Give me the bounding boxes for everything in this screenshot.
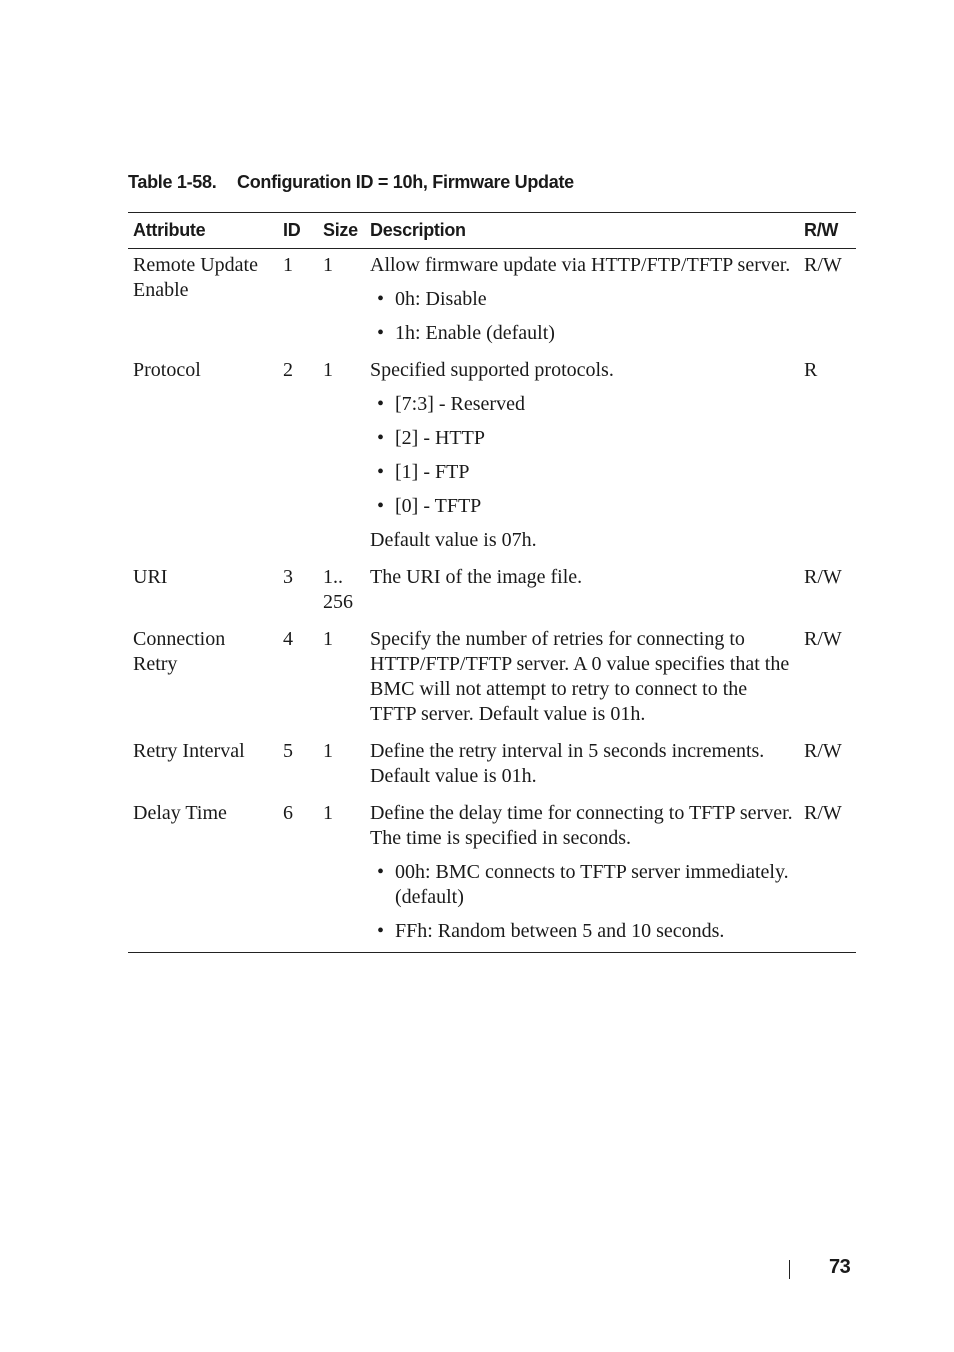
table-row (128, 249, 856, 356)
description-bullet-list (370, 860, 797, 944)
cell-description (365, 562, 799, 624)
cell-id: 3 (283, 566, 293, 588)
bullet-icon: • (377, 461, 385, 483)
cell-id: 4 (283, 628, 293, 650)
bullet-text: [7:3] - Reserved (395, 393, 525, 415)
cell-attribute: URI (133, 566, 168, 588)
description-text: Specified supported protocols. (370, 359, 614, 381)
cell-size: 1 (323, 740, 333, 762)
table-caption-label: Table 1-58. (128, 172, 217, 192)
cell-size: 1 (318, 798, 365, 953)
table-body (128, 249, 856, 953)
description-text: Define the delay time for connecting to TFTP server. The time is specified in seconds. (370, 802, 793, 849)
bullet-icon: • (377, 861, 385, 883)
table-row (128, 798, 856, 953)
description-text: Specify the number of retries for connecting to HTTP/FTP/TFTP server. A 0 value specifies that the BMC will not attempt to retry to connect to the TFTP server. Default value is 01h. (370, 628, 790, 725)
cell-attribute: Connection Retry (133, 628, 226, 675)
cell-rw: R/W (804, 628, 842, 650)
cell-attribute: Protocol (133, 359, 201, 381)
description-trailing-text: Default value is 07h. (370, 529, 537, 551)
bullet-text: FFh: Random between 5 and 10 seconds. (395, 920, 725, 942)
cell-rw: R/W (799, 798, 856, 953)
footer-divider (789, 1260, 790, 1279)
description-text: Define the retry interval in 5 seconds increments. Default value is 01h. (370, 740, 765, 787)
header-description: Description (365, 213, 799, 249)
cell-description (365, 624, 799, 736)
header-id: ID (278, 213, 318, 249)
description-bullet (370, 392, 797, 417)
cell-id: 2 (283, 359, 293, 381)
bullet-icon: • (377, 288, 385, 310)
bullet-icon: • (377, 920, 385, 942)
bullet-icon: • (377, 427, 385, 449)
bullet-text: 00h: BMC connects to TFTP server immediately. (default) (395, 861, 789, 908)
description-bullet (370, 494, 797, 519)
table-caption-title: Configuration ID = 10h, Firmware Update (237, 172, 574, 192)
cell-attribute: Remote Update Enable (133, 254, 258, 301)
header-rw: R/W (799, 213, 856, 249)
cell-size: 1.. 256 (323, 566, 353, 613)
description-text: Allow firmware update via HTTP/FTP/TFTP server. (370, 254, 791, 276)
description-bullet (370, 321, 797, 346)
header-size: Size (318, 213, 365, 249)
bullet-icon: • (377, 495, 385, 517)
bullet-text: 0h: Disable (395, 288, 487, 310)
firmware-update-table (128, 212, 856, 953)
bullet-text: [2] - HTTP (395, 427, 485, 449)
cell-rw: R (804, 359, 818, 381)
cell-description (365, 736, 799, 798)
cell-description (365, 798, 799, 953)
table-row (128, 736, 856, 798)
cell-id: 6 (278, 798, 318, 953)
cell-size: 1 (323, 359, 333, 381)
description-bullet (370, 426, 797, 451)
table-caption (128, 172, 574, 193)
bullet-text: [0] - TFTP (395, 495, 482, 517)
description-bullet (370, 460, 797, 485)
cell-rw: R/W (804, 740, 842, 762)
description-text: The URI of the image file. (370, 566, 583, 588)
description-bullet (370, 860, 797, 910)
cell-rw: R/W (804, 254, 842, 276)
bullet-text: [1] - FTP (395, 461, 470, 483)
cell-attribute: Delay Time (128, 798, 278, 953)
cell-size: 1 (323, 628, 333, 650)
cell-id: 5 (283, 740, 293, 762)
header-attribute: Attribute (128, 213, 278, 249)
bullet-icon: • (377, 322, 385, 344)
cell-size: 1 (323, 254, 333, 276)
description-bullet-list (370, 392, 797, 519)
bullet-text: 1h: Enable (default) (395, 322, 555, 344)
description-bullet (370, 287, 797, 312)
bullet-icon: • (377, 393, 385, 415)
cell-id: 1 (283, 254, 293, 276)
table-row (128, 624, 856, 736)
table-header-row (128, 213, 856, 249)
cell-rw: R/W (804, 566, 842, 588)
description-bullet (370, 919, 797, 944)
description-bullet-list (370, 287, 797, 346)
cell-description (365, 249, 799, 356)
table-row (128, 355, 856, 562)
cell-description (365, 355, 799, 562)
cell-attribute: Retry Interval (133, 740, 245, 762)
page-number: 73 (829, 1256, 851, 1278)
table-row (128, 562, 856, 624)
